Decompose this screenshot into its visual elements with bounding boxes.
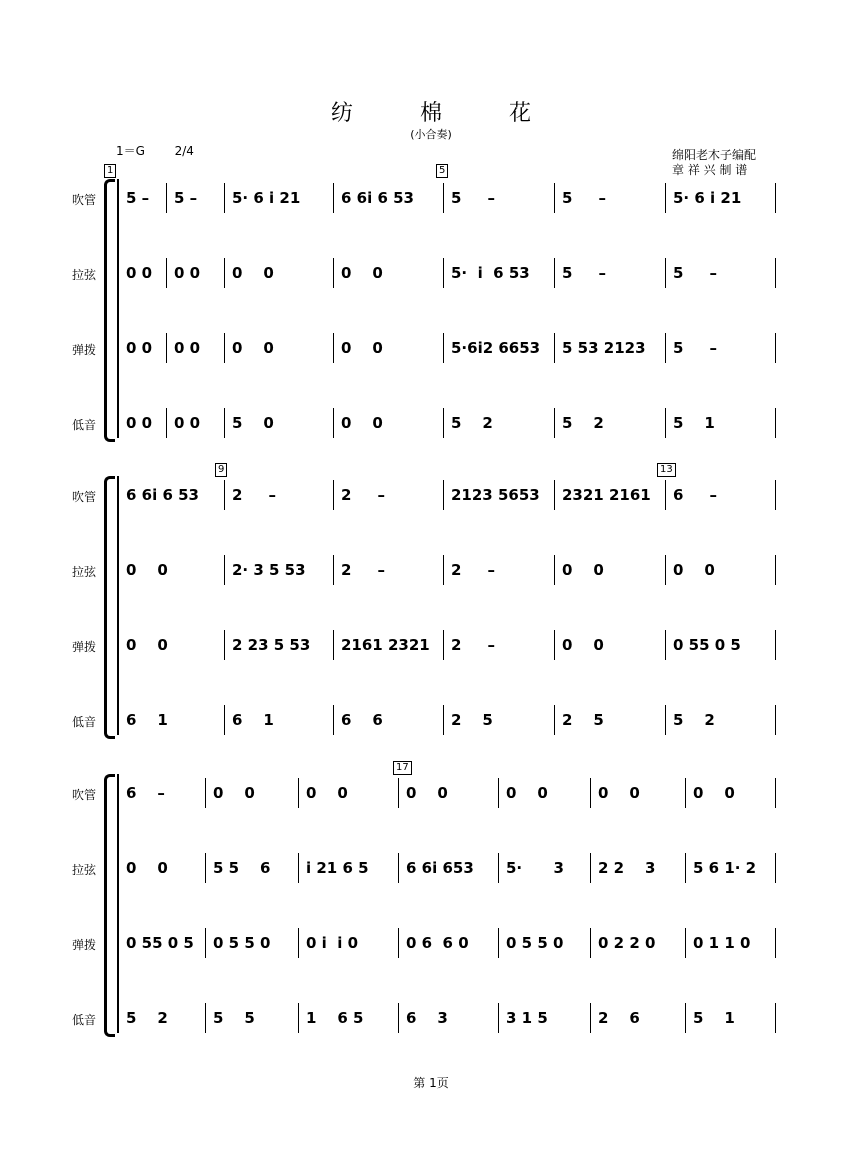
key-signature: 1＝G <box>116 144 145 158</box>
barline <box>685 853 686 883</box>
measure: 0 5 5 0 <box>213 934 271 952</box>
measure: 2 – <box>341 486 386 504</box>
measure: 5 5 6 <box>213 859 271 877</box>
instrument-name: 低音 <box>72 715 97 729</box>
page-number: 第 1页 <box>413 1076 449 1090</box>
barline <box>775 408 776 438</box>
barline <box>554 555 555 585</box>
barline <box>224 705 225 735</box>
barline <box>224 183 225 213</box>
measure: 0 0 <box>598 784 640 802</box>
measure-number: 17 <box>393 761 412 775</box>
barline <box>398 778 399 808</box>
barline <box>775 1003 776 1033</box>
page-title: 纺 棉 花 <box>331 101 561 126</box>
barline <box>443 630 444 660</box>
transcriber: 章 祥 兴 制 谱 <box>672 163 748 177</box>
staff-2 <box>0 630 862 660</box>
system-line <box>117 179 119 438</box>
measure: 5 1 <box>693 1009 735 1027</box>
measure: 0 1 1 0 <box>693 934 751 952</box>
barline <box>685 1003 686 1033</box>
barline <box>554 183 555 213</box>
measure: 5 53 2123 <box>562 339 646 357</box>
barline <box>333 333 334 363</box>
barline <box>443 480 444 510</box>
barline <box>333 630 334 660</box>
system-bracket <box>104 774 115 1037</box>
measure: 0 0 <box>232 264 274 282</box>
measure-number: 1 <box>104 164 116 178</box>
measure: 0 0 <box>306 784 348 802</box>
barline <box>333 480 334 510</box>
barline <box>298 853 299 883</box>
barline <box>775 705 776 735</box>
instrument-name: 弹拨 <box>72 640 97 654</box>
measure: 2 5 <box>451 711 493 729</box>
system-bracket <box>104 179 115 442</box>
barline <box>590 778 591 808</box>
barline <box>685 778 686 808</box>
barline <box>665 333 666 363</box>
arranger: 绵阳老木子编配 <box>672 148 757 162</box>
measure: 2 – <box>451 561 496 579</box>
barline <box>298 778 299 808</box>
barline <box>166 333 167 363</box>
barline <box>665 480 666 510</box>
barline <box>205 928 206 958</box>
measure: 0 0 <box>174 339 201 357</box>
barline <box>554 258 555 288</box>
barline <box>498 1003 499 1033</box>
key-time-signature <box>116 142 194 159</box>
measure: 0 i i 0 <box>306 934 359 952</box>
measure: 0 0 <box>126 636 168 654</box>
barline <box>685 928 686 958</box>
barline <box>333 555 334 585</box>
staff-3 <box>0 705 862 735</box>
staff-1 <box>0 258 862 288</box>
measure: 0 0 <box>341 264 383 282</box>
barline <box>665 555 666 585</box>
barline <box>665 630 666 660</box>
measure: 0 0 <box>174 264 201 282</box>
measure: 6 6i 6 53 <box>341 189 414 207</box>
measure: 0 0 <box>126 264 153 282</box>
staff-0 <box>0 778 862 808</box>
measure: 5 – <box>451 189 496 207</box>
barline <box>554 333 555 363</box>
barline <box>333 258 334 288</box>
measure: 6 3 <box>406 1009 448 1027</box>
measure: 5 2 <box>126 1009 168 1027</box>
system-line <box>117 476 119 735</box>
measure: 0 0 <box>673 561 715 579</box>
instrument-name: 吹管 <box>72 193 97 207</box>
instrument-name: 弹拨 <box>72 343 97 357</box>
measure: 5 – <box>673 264 718 282</box>
measure: 6 – <box>126 784 165 802</box>
measure: 5· 6 i 21 <box>673 189 742 207</box>
barline <box>224 630 225 660</box>
measure: 5 2 <box>451 414 493 432</box>
barline <box>775 333 776 363</box>
staff-2 <box>0 928 862 958</box>
instrument-name: 拉弦 <box>72 863 97 877</box>
measure: 5·6i2 6653 <box>451 339 541 357</box>
barline <box>775 480 776 510</box>
staff-3 <box>0 1003 862 1033</box>
measure: 2 – <box>341 561 386 579</box>
instrument-name: 拉弦 <box>72 268 97 282</box>
barline <box>665 705 666 735</box>
measure: 2 23 5 53 <box>232 636 311 654</box>
instrument-name: 弹拨 <box>72 938 97 952</box>
measure: 0 55 0 5 <box>126 934 194 952</box>
measure: 5 6 1· 2 <box>693 859 757 877</box>
staff-2 <box>0 333 862 363</box>
measure: 5 – <box>126 189 150 207</box>
measure: 5 5 <box>213 1009 255 1027</box>
barline <box>333 183 334 213</box>
barline <box>443 555 444 585</box>
barline <box>443 333 444 363</box>
instrument-name: 拉弦 <box>72 565 97 579</box>
instrument-name: 低音 <box>72 418 97 432</box>
barline <box>398 853 399 883</box>
measure: 0 0 <box>213 784 255 802</box>
measure: 5 – <box>562 264 607 282</box>
barline <box>166 258 167 288</box>
barline <box>775 555 776 585</box>
measure: 0 0 <box>126 339 153 357</box>
measure: 5 – <box>174 189 198 207</box>
barline <box>775 183 776 213</box>
staff-1 <box>0 853 862 883</box>
measure: 6 1 <box>126 711 168 729</box>
measure: 0 0 <box>406 784 448 802</box>
measure: 5 – <box>562 189 607 207</box>
measure: 0 0 <box>126 859 168 877</box>
measure: 0 0 <box>693 784 735 802</box>
barline <box>224 408 225 438</box>
barline <box>224 258 225 288</box>
measure-number: 9 <box>215 463 227 477</box>
measure: 6 6 <box>341 711 383 729</box>
barline <box>590 853 591 883</box>
barline <box>298 1003 299 1033</box>
barline <box>298 928 299 958</box>
system-bracket <box>104 476 115 739</box>
barline <box>443 258 444 288</box>
barline <box>498 853 499 883</box>
barline <box>166 408 167 438</box>
staff-0 <box>0 480 862 510</box>
measure-number: 5 <box>436 164 448 178</box>
measure: 0 0 <box>126 414 153 432</box>
barline <box>333 408 334 438</box>
barline <box>498 778 499 808</box>
barline <box>498 928 499 958</box>
measure: 3 1 5 <box>506 1009 548 1027</box>
measure: 2 2 3 <box>598 859 656 877</box>
barline <box>665 183 666 213</box>
measure: 6 1 <box>232 711 274 729</box>
barline <box>443 705 444 735</box>
subtitle: (小合奏) <box>410 128 452 141</box>
measure: 0 0 <box>341 414 383 432</box>
barline <box>554 408 555 438</box>
measure: 0 0 <box>126 561 168 579</box>
staff-3 <box>0 408 862 438</box>
barline <box>665 258 666 288</box>
barline <box>205 1003 206 1033</box>
system-line <box>117 774 119 1033</box>
measure: 0 5 5 0 <box>506 934 564 952</box>
measure: 2161 2321 <box>341 636 430 654</box>
measure: 2· 3 5 53 <box>232 561 306 579</box>
measure: 0 55 0 5 <box>673 636 741 654</box>
measure: 2 6 <box>598 1009 640 1027</box>
measure: 5· 6 i 21 <box>232 189 301 207</box>
measure: 5 2 <box>562 414 604 432</box>
measure: 0 2 2 0 <box>598 934 656 952</box>
barline <box>554 480 555 510</box>
time-signature: 2/4 <box>174 144 194 158</box>
measure: 6 6i 6 53 <box>126 486 199 504</box>
measure: 5 2 <box>673 711 715 729</box>
measure: 2 – <box>451 636 496 654</box>
barline <box>205 853 206 883</box>
barline <box>166 183 167 213</box>
barline <box>398 1003 399 1033</box>
barline <box>590 1003 591 1033</box>
barline <box>775 928 776 958</box>
staff-1 <box>0 555 862 585</box>
barline <box>443 183 444 213</box>
instrument-name: 低音 <box>72 1013 97 1027</box>
measure: 0 0 <box>341 339 383 357</box>
measure: 5 – <box>673 339 718 357</box>
measure: 0 0 <box>174 414 201 432</box>
barline <box>333 705 334 735</box>
barline <box>224 480 225 510</box>
measure: 1 6 5 <box>306 1009 364 1027</box>
staff-0 <box>0 183 862 213</box>
measure: 0 0 <box>232 339 274 357</box>
measure: 0 0 <box>562 636 604 654</box>
measure: 0 0 <box>506 784 548 802</box>
measure: 2 – <box>232 486 277 504</box>
barline <box>775 778 776 808</box>
instrument-name: 吹管 <box>72 490 97 504</box>
measure: 2123 5653 <box>451 486 540 504</box>
measure: i 21 6 5 <box>306 859 369 877</box>
measure: 0 6 6 0 <box>406 934 469 952</box>
credits <box>672 148 756 178</box>
barline <box>224 333 225 363</box>
barline <box>775 258 776 288</box>
instrument-name: 吹管 <box>72 788 97 802</box>
measure: 5 0 <box>232 414 274 432</box>
measure: 2 5 <box>562 711 604 729</box>
barline <box>590 928 591 958</box>
barline <box>205 778 206 808</box>
measure: 6 – <box>673 486 718 504</box>
barline <box>554 630 555 660</box>
measure: 0 0 <box>562 561 604 579</box>
measure-number: 13 <box>657 463 676 477</box>
measure: 5· i 6 53 <box>451 264 530 282</box>
barline <box>554 705 555 735</box>
measure: 5 1 <box>673 414 715 432</box>
barline <box>443 408 444 438</box>
measure: 6 6i 653 <box>406 859 474 877</box>
barline <box>775 630 776 660</box>
barline <box>775 853 776 883</box>
barline <box>665 408 666 438</box>
barline <box>398 928 399 958</box>
barline <box>224 555 225 585</box>
measure: 2321 2161 <box>562 486 651 504</box>
measure: 5· 3 <box>506 859 564 877</box>
